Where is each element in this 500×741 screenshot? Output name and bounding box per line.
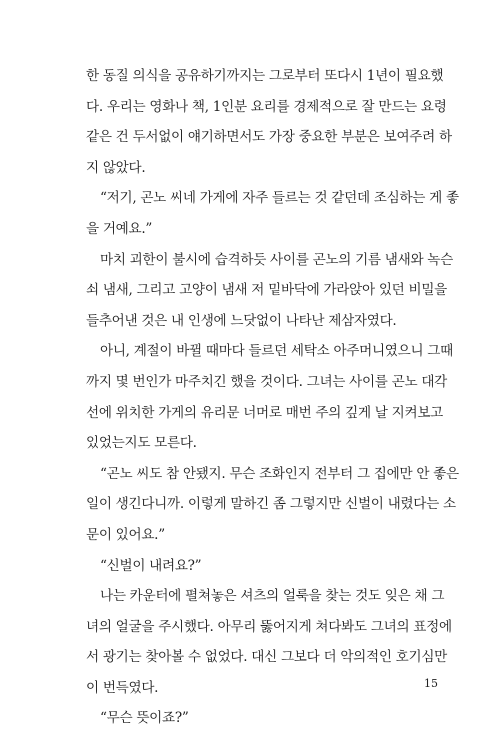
- body-text: [86, 61, 459, 734]
- dialogue-line: “무슨 뜻이죠?”: [100, 710, 189, 727]
- dialogue-line: “저기, 곤노 씨네 가게에 자주 들르는 것 같던데 조심하는 게 좋: [100, 190, 459, 207]
- text-line: 쇠 냄새, 그리고 고양이 냄새 저 밑바닥에 가라앉아 있던 비밀을: [86, 282, 447, 299]
- text-line: 한 동질 의식을 공유하기까지는 그로부터 또다시 1년이 필요했: [86, 68, 444, 84]
- text-line: 있었는지도 모른다.: [86, 435, 197, 452]
- text-line: 이 번득였다.: [86, 679, 159, 696]
- text-line: 녀의 얼굴을 주시했다. 아무리 뚫어지게 쳐다봐도 그녀의 표정에: [86, 618, 452, 635]
- text-line: 다. 우리는 영화나 책, 1인분 요리를 경제적으로 잘 만드는 요령: [86, 98, 447, 115]
- text-line: 들추어낸 것은 내 인생에 느닷없이 나타난 제삼자였다.: [86, 312, 397, 329]
- text-line: 일이 생긴다니까. 이렇게 말하긴 좀 그렇지만 신벌이 내렸다는 소: [86, 496, 456, 513]
- text-line: 나는 카운터에 펼쳐놓은 셔츠의 얼룩을 찾는 것도 잊은 채 그: [100, 588, 445, 605]
- text-line: 서 광기는 찾아볼 수 없었다. 대신 그보다 더 악의적인 호기심만: [86, 649, 447, 666]
- text-line: 아니, 계절이 바뀔 때마다 들르던 세탁소 아주머니였으니 그때: [100, 343, 453, 360]
- text-line: 마치 괴한이 불시에 습격하듯 사이를 곤노의 기름 냄새와 녹슨: [100, 251, 453, 268]
- text-line: 까지 몇 번인가 마주치긴 했을 것이다. 그녀는 사이를 곤노 대각: [86, 373, 447, 390]
- text-line: 지 않았다.: [86, 159, 146, 176]
- text-line: 선에 위치한 가게의 유리문 너머로 매번 주의 깊게 날 지켜보고: [86, 404, 443, 421]
- dialogue-line: “곤노 씨도 참 안됐지. 무슨 조화인지 전부터 그 집에만 안 좋은: [100, 465, 459, 482]
- text-line: 을 거예요.”: [86, 220, 153, 237]
- text-line: 같은 건 두서없이 얘기하면서도 가장 중요한 부분은 보여주려 하: [86, 129, 452, 146]
- dialogue-line: “신벌이 내려요?”: [100, 557, 202, 574]
- page-number: 15: [424, 677, 438, 690]
- text-line: 문이 있어요.”: [86, 526, 165, 543]
